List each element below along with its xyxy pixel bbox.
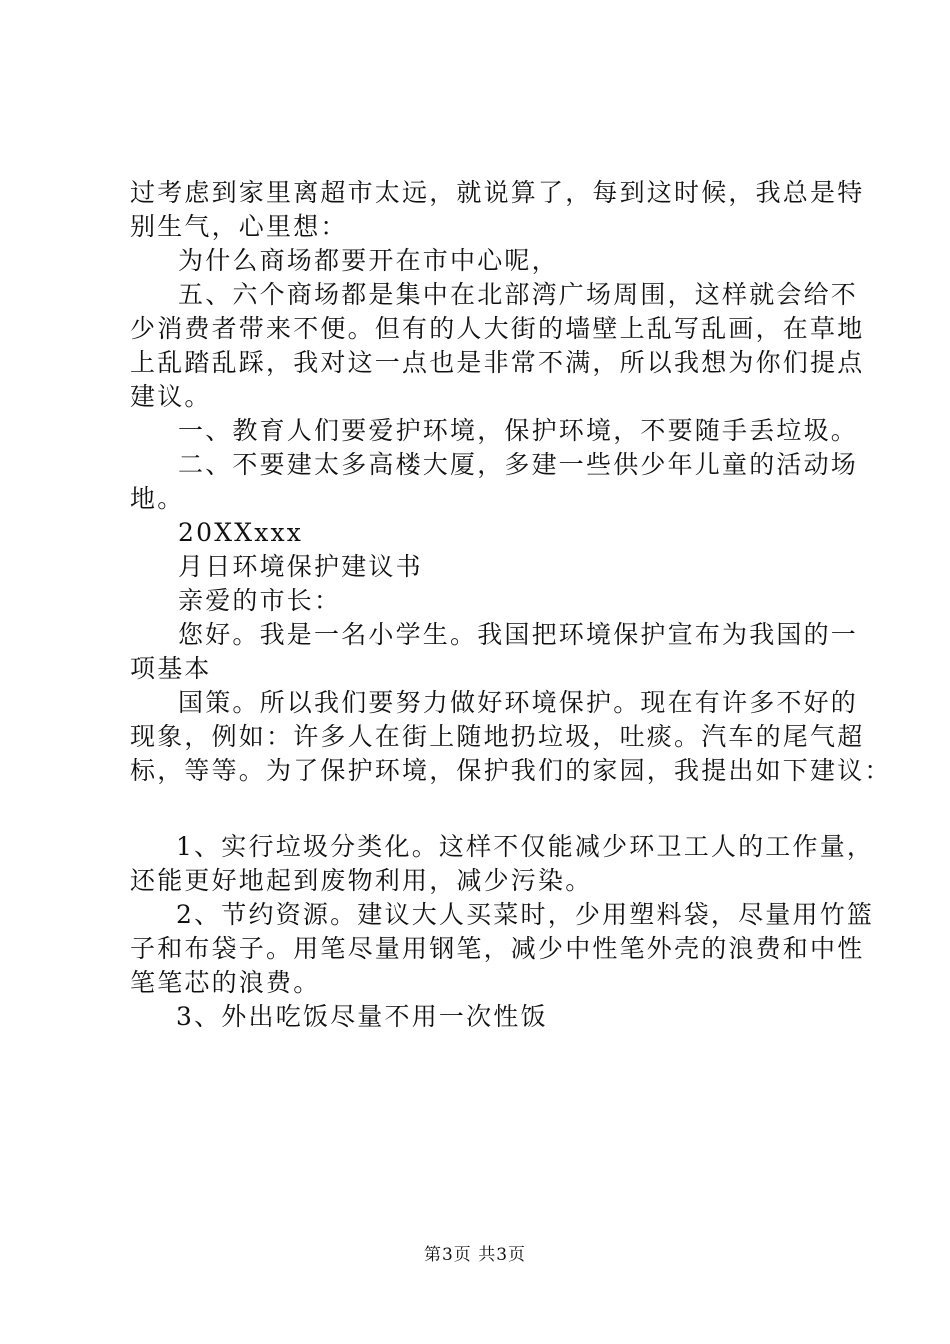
- text-line: 五、六个商场都是集中在北部湾广场周围，这样就会给不: [178, 280, 859, 309]
- text-line: 月日环境保护建议书: [178, 552, 423, 581]
- text-line: 标，等等。为了保护环境，保护我们的家园，我提出如下建议：: [130, 756, 892, 785]
- text-line: 3、外出吃饭尽量不用一次性饭: [176, 1002, 548, 1031]
- text-line: 国策。所以我们要努力做好环境保护。现在有许多不好的: [178, 688, 859, 717]
- text-line: 一、教育人们要爱护环境，保护环境，不要随手丢垃圾。: [178, 416, 859, 445]
- text-line: 笔笔芯的浪费。: [130, 968, 321, 997]
- page-footer: 第3页 共3页: [423, 1245, 527, 1265]
- text-line: 您好。我是一名小学生。我国把环境保护宣布为我国的一: [178, 620, 859, 649]
- text-line: 2、节约资源。建议大人买菜时，少用塑料袋，尽量用竹篮: [176, 900, 875, 929]
- document-body: [130, 176, 892, 1034]
- text-line: 为什么商场都要开在市中心呢，: [178, 246, 559, 275]
- text-line: 上乱踏乱踩，我对这一点也是非常不满，所以我想为你们提点: [130, 348, 865, 377]
- text-line: 建议。: [130, 382, 212, 411]
- text-line: 子和布袋子。用笔尽量用钢笔，减少中性笔外壳的浪费和中性: [130, 934, 865, 963]
- text-line: 亲爱的市长：: [178, 586, 342, 615]
- text-line: 现象，例如：许多人在街上随地扔垃圾，吐痰。汽车的尾气超: [130, 722, 865, 751]
- text-line: 项基本: [130, 654, 212, 683]
- text-line: 地。: [130, 484, 185, 513]
- text-line: 少消费者带来不便。但有的人大街的墙壁上乱写乱画，在草地: [130, 314, 865, 343]
- blank-line: [130, 788, 830, 830]
- text-line: 1、实行垃圾分类化。这样不仅能减少环卫工人的工作量，: [176, 832, 875, 861]
- text-line: 过考虑到家里离超市太远，就说算了，每到这时候，我总是特: [130, 178, 865, 207]
- text-line: 还能更好地起到废物利用，减少污染。: [130, 866, 593, 895]
- text-line: 别生气，心里想：: [130, 212, 348, 241]
- text-line: 20XXxxx: [178, 518, 304, 547]
- text-line: 二、不要建太多高楼大厦，多建一些供少年儿童的活动场: [178, 450, 859, 479]
